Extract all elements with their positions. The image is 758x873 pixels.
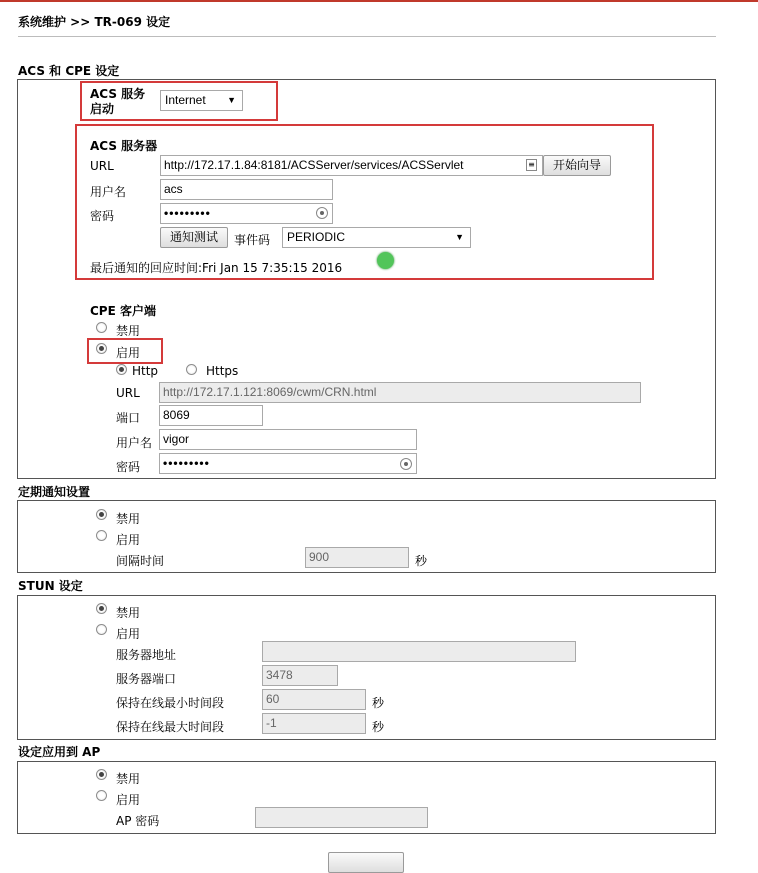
- cpe-username-label: 用户名: [116, 436, 153, 450]
- apply-ap-section-title: 设定应用到 AP: [18, 745, 101, 759]
- cpe-client-title: CPE 客户端: [90, 304, 156, 318]
- apply-ap-disable-label: 禁用: [116, 772, 141, 786]
- url-history-icon[interactable]: ≡: [526, 159, 537, 171]
- stun-server-address-label: 服务器地址: [116, 648, 177, 662]
- cpe-enable-radio[interactable]: [96, 343, 107, 354]
- acs-password-field[interactable]: •••••••••: [160, 203, 333, 224]
- acs-server-highlight: [75, 124, 654, 280]
- periodic-enable-label: 启用: [116, 533, 141, 547]
- notify-test-button[interactable]: 通知测试: [160, 227, 228, 248]
- stun-enable-label: 启用: [116, 627, 141, 641]
- cpe-enable-label: 启用: [116, 346, 141, 360]
- event-code-select[interactable]: [282, 227, 471, 248]
- event-code-label: 事件码: [234, 233, 271, 247]
- acs-server-title: ACS 服务器: [90, 139, 158, 153]
- acs-url-field[interactable]: [160, 155, 543, 176]
- min-keepalive-label: 保持在线最小时间段: [116, 696, 225, 710]
- acs-service-label-start: 启动: [90, 102, 115, 116]
- show-password-icon[interactable]: [400, 458, 412, 470]
- acs-cpe-section-title: ACS 和 CPE 设定: [18, 64, 120, 78]
- apply-ap-enable-radio[interactable]: [96, 790, 107, 801]
- acs-url-label: URL: [90, 159, 114, 173]
- acs-username-field[interactable]: acs: [160, 179, 333, 200]
- acs-username-label: 用户名: [90, 185, 127, 199]
- ap-password-label: AP 密码: [116, 814, 160, 828]
- header-divider: [18, 36, 716, 37]
- cpe-username-field[interactable]: vigor: [159, 429, 417, 450]
- top-accent-line: [0, 0, 758, 2]
- interval-field[interactable]: 900: [305, 547, 409, 568]
- interval-label: 间隔时间: [116, 554, 165, 568]
- acs-service-label: ACS 服务: [90, 87, 146, 101]
- periodic-enable-radio[interactable]: [96, 530, 107, 541]
- chevron-down-icon: ▼: [455, 232, 464, 242]
- max-keepalive-field[interactable]: -1: [262, 713, 366, 734]
- breadcrumb: 系统维护 >> TR-069 设定: [18, 15, 171, 29]
- acs-password-label: 密码: [90, 209, 115, 223]
- stun-enable-radio[interactable]: [96, 624, 107, 635]
- max-keepalive-label: 保持在线最大时间段: [116, 720, 225, 734]
- http-radio[interactable]: [116, 364, 127, 375]
- cpe-disable-radio[interactable]: [96, 322, 107, 333]
- apply-ap-disable-radio[interactable]: [96, 769, 107, 780]
- acs-service-select-value: Internet: [165, 93, 206, 107]
- last-notify-response-text: 最后通知的回应时间:Fri Jan 15 7:35:15 2016: [90, 261, 343, 275]
- http-label: Http: [132, 364, 159, 378]
- stun-server-address-field[interactable]: [262, 641, 576, 662]
- stun-disable-label: 禁用: [116, 606, 141, 620]
- periodic-disable-radio[interactable]: [96, 509, 107, 520]
- ok-button[interactable]: [328, 852, 404, 873]
- https-radio[interactable]: [186, 364, 197, 375]
- interval-unit: 秒: [415, 554, 428, 568]
- cpe-password-field[interactable]: •••••••••: [159, 453, 417, 474]
- https-label: Https: [206, 364, 239, 378]
- periodic-disable-label: 禁用: [116, 512, 141, 526]
- ap-password-field[interactable]: [255, 807, 428, 828]
- cpe-port-label: 端口: [116, 411, 141, 425]
- stun-disable-radio[interactable]: [96, 603, 107, 614]
- periodic-section-title: 定期通知设置: [18, 485, 91, 499]
- stun-server-port-label: 服务器端口: [116, 672, 177, 686]
- cpe-disable-label: 禁用: [116, 324, 141, 338]
- acs-url-value: http://172.17.1.84:8181/ACSServer/services/ACSServlet: [164, 158, 464, 172]
- stun-section-title: STUN 设定: [18, 579, 83, 593]
- event-code-select-value: PERIODIC: [287, 230, 346, 244]
- min-keepalive-field[interactable]: 60: [262, 689, 366, 710]
- min-keepalive-unit: 秒: [372, 696, 385, 710]
- cpe-url-field[interactable]: http://172.17.1.121:8069/cwm/CRN.html: [159, 382, 641, 403]
- cpe-password-label: 密码: [116, 460, 141, 474]
- start-wizard-button[interactable]: 开始向导: [543, 155, 611, 176]
- max-keepalive-unit: 秒: [372, 720, 385, 734]
- apply-ap-enable-label: 启用: [116, 793, 141, 807]
- status-indicator-icon: [377, 252, 394, 269]
- show-password-icon[interactable]: [316, 207, 328, 219]
- cpe-url-label: URL: [116, 386, 140, 400]
- chevron-down-icon: ▼: [227, 95, 236, 105]
- acs-service-select[interactable]: [160, 90, 243, 111]
- cpe-port-field[interactable]: 8069: [159, 405, 263, 426]
- stun-server-port-field[interactable]: 3478: [262, 665, 338, 686]
